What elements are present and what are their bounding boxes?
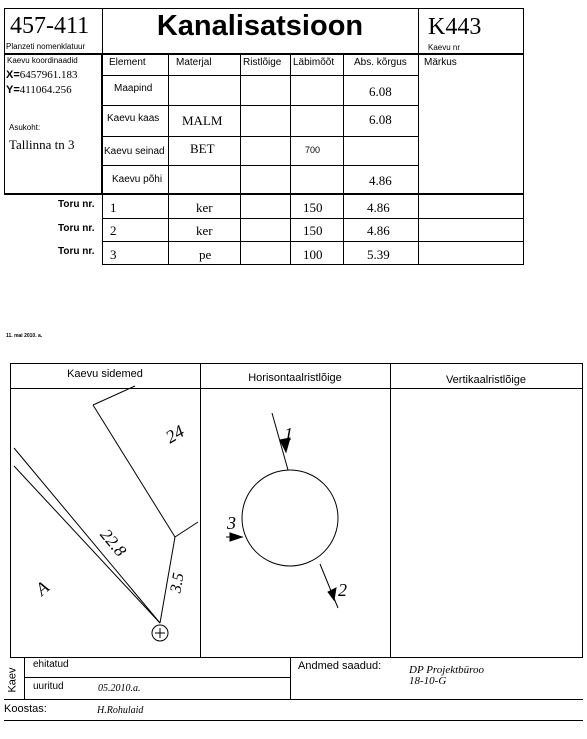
pipe-height: 4.86 (367, 200, 390, 215)
coord-x-label: X= (6, 69, 20, 81)
row-diameter: 700 (305, 145, 321, 155)
address-label: Asukoht: (9, 123, 41, 132)
coord-y-value: 411064.256 (19, 84, 72, 96)
pipe-3-label: 3 (227, 513, 236, 533)
footer-side-label: Kaev (6, 667, 19, 693)
section-horizontal-header: Horisontaalristlõige (248, 372, 342, 384)
pipe-label: Toru nr. (58, 246, 95, 257)
dim-label-short: 3.5 (167, 571, 188, 595)
document-date: 11. mai 2010. a. (6, 333, 43, 339)
row-height: 4.86 (369, 173, 392, 188)
coords-label: Kaevu koordinaadid (7, 56, 78, 65)
row-element: Kaevu seinad (104, 146, 165, 157)
page-title: Kanalisatsioon (156, 10, 364, 42)
pipe-height: 5.39 (367, 247, 390, 262)
compiled-value: H.Rohulaid (97, 705, 144, 716)
pipe-height: 4.86 (367, 223, 390, 238)
section-ties-header: Kaevu sidemed (67, 368, 143, 380)
pipe-label: Toru nr. (58, 199, 95, 210)
surveyed-value: 05.2010.a. (98, 683, 141, 694)
surveyed-label: uuritud (33, 681, 64, 692)
pipe-nr: 1 (110, 200, 117, 215)
pipe-nr: 2 (110, 223, 117, 238)
built-label: ehitatud (33, 659, 69, 670)
pipe-label: Toru nr. (58, 223, 95, 234)
dim-label-diagonal: 22.8 (96, 525, 131, 561)
source-code: 18-10-G (409, 675, 447, 687)
col-header-height: Abs. kõrgus (354, 57, 407, 68)
nomenclature-label: Planzeti nomenklatuur (6, 42, 86, 51)
col-header-element: Element (109, 57, 146, 68)
col-header-diameter: Läbimõõt (293, 57, 335, 68)
pipe-diameter: 150 (303, 200, 323, 215)
row-element: Maapind (114, 83, 153, 94)
col-header-material: Materjal (176, 57, 212, 68)
address-value: Tallinna tn 3 (9, 137, 75, 152)
nomenclature-number: 457-411 (10, 13, 90, 39)
pipe-material: ker (196, 223, 213, 238)
coord-x-value: 6457961.183 (19, 69, 78, 81)
coord-y-label: Y= (6, 84, 20, 96)
pipe-1-label: 1 (284, 424, 293, 444)
source-value: DP Projektbüroo (409, 664, 485, 676)
pipe-diameter: 100 (303, 247, 323, 262)
col-header-cross: Ristlõige (243, 57, 282, 68)
horizontal-section (226, 413, 338, 608)
corner-label: A (31, 576, 53, 600)
row-material: MALM (182, 113, 223, 128)
row-element: Kaevu kaas (107, 113, 160, 124)
well-number: K443 (428, 14, 482, 40)
row-material: BET (190, 141, 215, 156)
pipe-2-label: 2 (338, 580, 347, 600)
row-element: Kaevu põhi (112, 174, 163, 185)
pipe-material: ker (196, 200, 213, 215)
compiled-label: Koostas: (4, 703, 47, 715)
row-height: 6.08 (369, 84, 392, 99)
section-vertical-header: Vertikaalristlõige (445, 374, 527, 386)
col-header-remarks: Märkus (424, 57, 457, 68)
dim-label-top: 24 (161, 420, 188, 448)
pipe-material: pe (199, 247, 212, 262)
row-height: 6.08 (369, 112, 392, 127)
well-number-label: Kaevu nr (428, 43, 461, 52)
source-label: Andmed saadud: (298, 660, 382, 672)
pipe-diameter: 150 (303, 223, 323, 238)
pipe-nr: 3 (110, 247, 117, 262)
